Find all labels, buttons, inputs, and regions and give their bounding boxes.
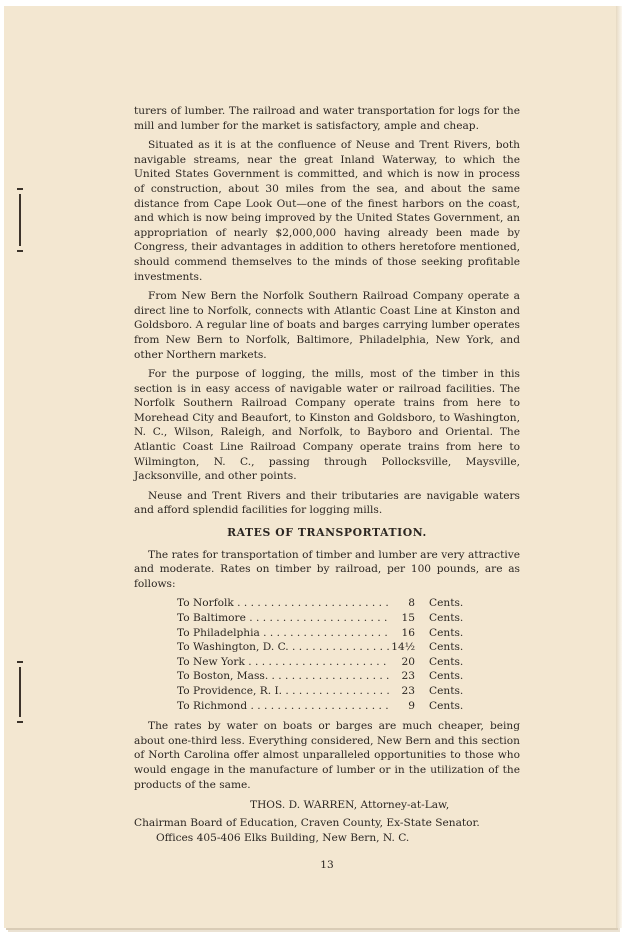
rate-unit: Cents. bbox=[429, 626, 464, 639]
page-text bbox=[134, 104, 520, 873]
rate-unit: Cents. bbox=[429, 597, 464, 610]
signature-offices: Offices 405-406 Elks Building, New Bern, N. C. bbox=[156, 832, 410, 845]
paragraph: For the purpose of logging, the mills, most of the timber in this section is in easy access of navigable water or railroad facilities. The Norfolk Southern Railroad Company operate trains from here to Morehead City and Beaufort, to Kinston and Goldsboro, to Washington, N. C., Wilson, Raleigh, and Norfolk, to Bayboro and Oriental. The Atlantic Coast Line Railroad Company operate trains from here to Wilmington, N. C., passing through Pollocksville, Maysville, Jacksonville, and other points. bbox=[134, 368, 520, 483]
rate-unit: Cents. bbox=[429, 684, 464, 697]
rate-destination: To New York . . . bbox=[177, 655, 389, 670]
rate-destination: To Washington, D. C. . . . bbox=[177, 640, 389, 655]
rate-unit: Cents. bbox=[429, 641, 464, 654]
rate-value: 15 bbox=[401, 612, 415, 624]
rate-value: 20 bbox=[401, 655, 415, 668]
paragraph: From New Bern the Norfolk Southern Railroad Company operate a direct line to Norfolk, connects with Atlantic Coast Line at Kinston and Goldsboro. A regular line of boats and barges carrying lumber operates from New Bern to Norfolk, Baltimore, Philadelphia, New York, and other Northern markets. bbox=[134, 290, 520, 361]
binding-staple-icon bbox=[16, 188, 25, 252]
rate-destination: To Baltimore . . . bbox=[177, 611, 389, 626]
rate-unit: Cents. bbox=[429, 655, 464, 668]
rates-intro: The rates for transportation of timber and lumber are very attractive and moderate. Rates on timber by railroad, per 100 pounds, are as follows: bbox=[134, 548, 520, 590]
page-number: 13 bbox=[320, 858, 334, 871]
rate-destination: To Providence, R. I. . . . bbox=[177, 684, 389, 699]
signature-title: Chairman Board of Education, Craven County, Ex-State Senator. bbox=[134, 816, 480, 829]
rate-value: 23 bbox=[401, 670, 415, 683]
paragraph: Neuse and Trent Rivers and their tributaries are navigable waters and afford splendid facilities for logging mills. bbox=[134, 489, 520, 517]
rate-unit: Cents. bbox=[429, 670, 464, 683]
rate-value: 23 bbox=[401, 684, 415, 697]
rate-row bbox=[177, 699, 477, 714]
rate-unit: Cents. bbox=[429, 699, 464, 712]
closing-paragraph: The rates by water on boats or barges are much cheaper, being about one-third less. Everything considered, New Bern and this section of North Carolina offer almost unparalleled opportunities to those who would engage in the manufacture of lumber or in the utilization of the products of the same. bbox=[134, 720, 520, 791]
document-page bbox=[4, 6, 616, 928]
rate-destination: To Philadelphia . . . bbox=[177, 626, 389, 641]
binding-staple-icon bbox=[16, 661, 25, 723]
rate-value: 14½ bbox=[391, 641, 415, 654]
rates-table bbox=[177, 596, 477, 713]
rate-value: 9 bbox=[408, 699, 415, 712]
paragraph: Situated as it is at the confluence of Neuse and Trent Rivers, both navigable streams, near the great Inland Waterway, to which the United States Government is committed, and which is now in process of construction, about 30 miles from the sea, and about the same distance from Cape Look Out—one of the finest harbors on the coast, and which is now being improved by the United States Government, an appropriation of nearly $2,000,000 having already been made by Congress, their advantages in addition to others heretofore mentioned, should commend themselves to the minds of those seeking profitable investments. bbox=[134, 139, 520, 283]
rate-destination: To Boston, Mass. . . . bbox=[177, 669, 389, 684]
rate-row bbox=[177, 640, 477, 655]
rate-row bbox=[177, 626, 477, 641]
rate-row bbox=[177, 669, 477, 684]
rate-destination: To Richmond . . . bbox=[177, 699, 389, 714]
rate-row bbox=[177, 596, 477, 611]
rate-value: 8 bbox=[408, 597, 415, 610]
rate-row bbox=[177, 655, 477, 670]
rate-row bbox=[177, 684, 477, 699]
rate-value: 16 bbox=[401, 626, 415, 639]
rate-row bbox=[177, 611, 477, 626]
paragraph: turers of lumber. The railroad and water transportation for logs for the mill and lumber for the market is satisfactory, ample and cheap. bbox=[134, 105, 520, 132]
rate-unit: Cents. bbox=[429, 612, 464, 624]
rates-heading: RATES OF TRANSPORTATION. bbox=[227, 526, 427, 540]
rate-destination: To Norfolk . . . bbox=[177, 596, 389, 611]
signature-name: THOS. D. WARREN, Attorney-at-Law, bbox=[250, 799, 450, 812]
page-edge bbox=[616, 6, 622, 928]
